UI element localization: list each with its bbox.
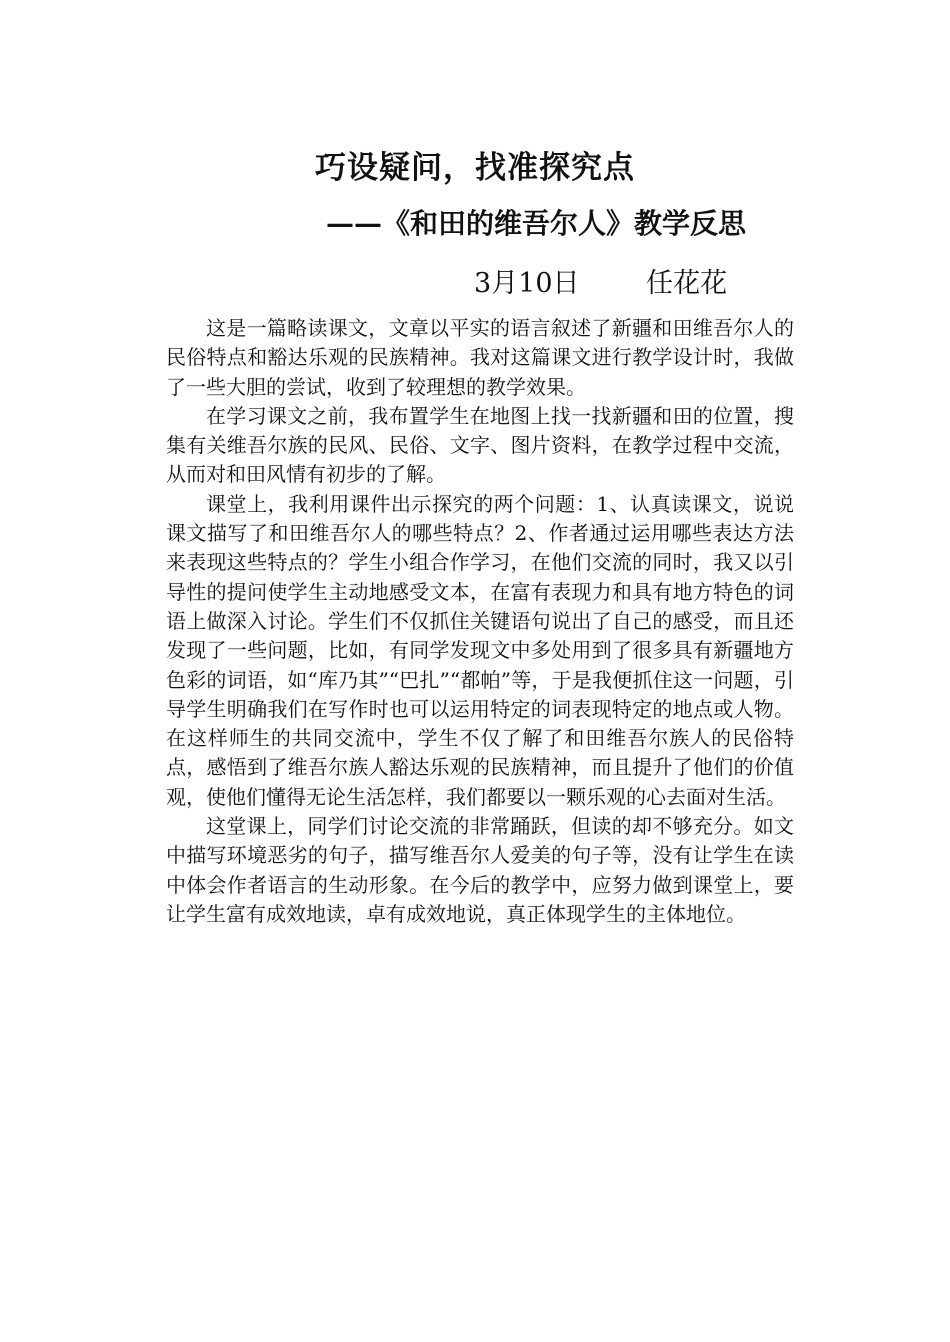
document-subtitle: ——《和田的维吾尔人》教学反思 bbox=[326, 207, 747, 240]
document-body bbox=[166, 314, 794, 929]
body-paragraph: 这是一篇略读课文，文章以平实的语言叙述了新疆和田维吾尔人的民俗特点和豁达乐观的民族精神。我对这篇课文进行教学设计时，我做了一些大胆的尝试，收到了较理想的教学效果。 bbox=[166, 316, 794, 399]
body-paragraph: 课堂上，我利用课件出示探究的两个问题：1、认真读课文，说说课文描写了和田维吾尔人的哪些特点？2、作者通过运用哪些表达方法来表现这些特点的？学生小组合作学习，在他们交流的同时，我又以引导性的提问使学生主动地感受文本，在富有表现力和具有地方特色的词语上做深入讨论。学生们不仅抓住关键语句说出了自己的感受，而且还发现了一些问题，比如，有同学发现文中多处用到了很多具有新疆地方色彩的词语，如“库乃其”“巴扎”“都帕”等，于是我便抓住这一问题，引导学生明确我们在写作时也可以运用特定的词表现特定的地点或人物。在这样师生的共同交流中，学生不仅了解了和田维吾尔族人的民俗特点，感悟到了维吾尔族人豁达乐观的民族精神，而且提升了他们的价值观，使他们懂得无论生活怎样，我们都要以一颗乐观的心去面对生活。 bbox=[166, 491, 794, 809]
body-paragraph: 这堂课上，同学们讨论交流的非常踊跃，但读的却不够充分。如文中描写环境恶劣的句子，描写维吾尔人爱美的句子等，没有让学生在读中体会作者语言的生动形象。在今后的教学中，应努力做到课堂上，要让学生富有成效地读，卓有成效地说，真正体现学生的主体地位。 bbox=[166, 814, 794, 926]
document-author: 任花花 bbox=[646, 268, 728, 299]
byline bbox=[474, 264, 727, 304]
document-title: 巧设疑问，找准探究点 bbox=[315, 150, 635, 186]
document-date: 3月10日 bbox=[474, 268, 580, 299]
body-paragraph: 在学习课文之前，我布置学生在地图上找一找新疆和田的位置，搜集有关维吾尔族的民风、民俗、文字、图片资料，在教学过程中交流，从而对和田风情有初步的了解。 bbox=[166, 403, 794, 487]
